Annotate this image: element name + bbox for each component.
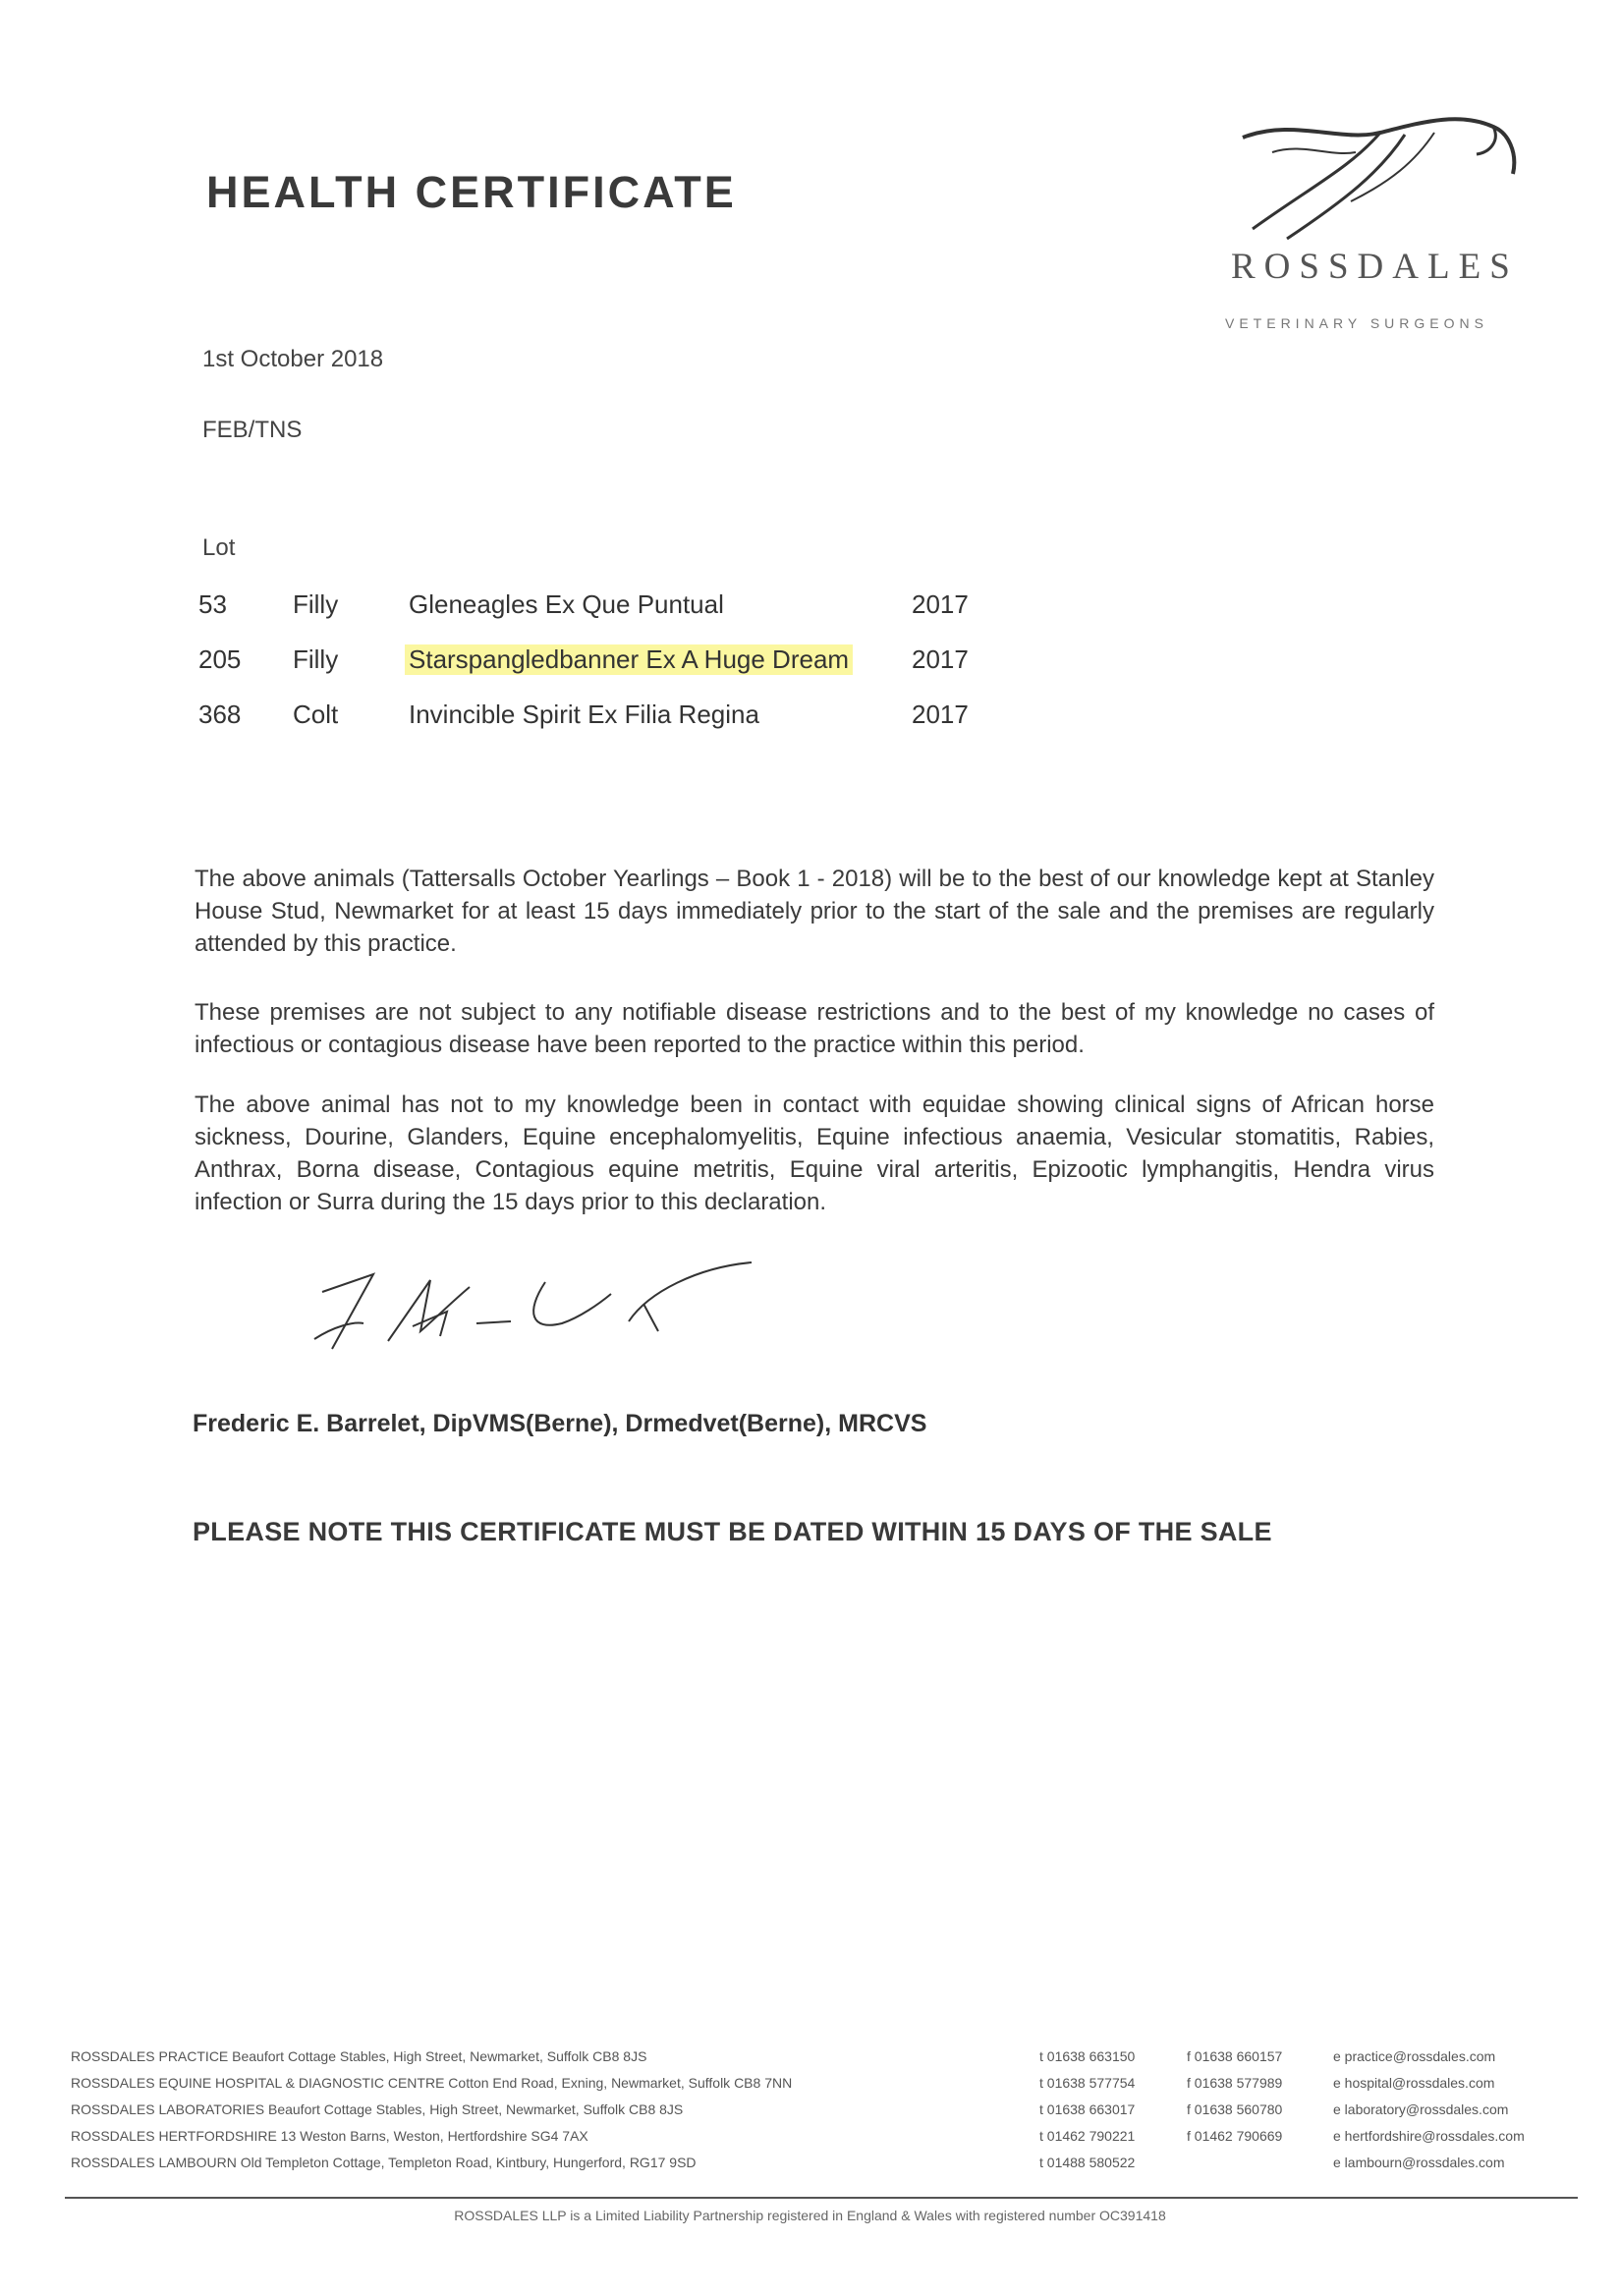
paragraph-disease-contact: The above animal has not to my knowledge been in contact with equidae showing clinical signs of African horse sickness, Dourine, Glanders, Equine encephalomyelitis, Equine infectious anaemia, Vesicular stomatitis, Rabies, Anthrax, Borna disease, Contagious equine metritis, Equine viral arteritis, Epizootic lymphangitis, Hendra virus infection or Surra during the 15 days prior to this declaration.: [195, 1092, 1434, 1215]
paragraph-premises: These premises are not subject to any notifiable disease restrictions and to the best of my knowledge no cases of infectious or contagious disease have been reported to the practice within this period.: [195, 999, 1434, 1058]
lot-row: [0, 589, 1620, 629]
lot-year: 2017: [912, 700, 969, 729]
lot-pedigree-highlighted: Starspangledbanner Ex A Huge Dream: [405, 644, 853, 675]
lot-row: [0, 700, 1620, 739]
footer-row: [0, 2048, 1620, 2072]
footer-telephone: t 01488 580522: [1039, 2155, 1136, 2170]
footer-fax: f 01638 560780: [1187, 2101, 1283, 2117]
galloping-horse-logo-icon: [1233, 113, 1528, 241]
certificate-date: 1st October 2018: [202, 346, 384, 372]
lot-sex: Filly: [293, 589, 339, 619]
lot-year: 2017: [912, 644, 969, 674]
footer-telephone: t 01638 663017: [1039, 2101, 1136, 2117]
footer-address: ROSSDALES LABORATORIES Beaufort Cottage Stables, High Street, Newmarket, Suffolk CB8 8JS: [71, 2101, 684, 2117]
rossdales-logo: [1203, 113, 1542, 339]
reference-code: FEB/TNS: [202, 417, 303, 443]
certificate-title: HEALTH CERTIFICATE: [206, 167, 737, 217]
footer-fax: f 01462 790669: [1187, 2128, 1283, 2144]
lot-number: 205: [198, 644, 242, 674]
footer-telephone: t 01638 577754: [1039, 2075, 1136, 2091]
footer-address: ROSSDALES PRACTICE Beaufort Cottage Stables, High Street, Newmarket, Suffolk CB8 8JS: [71, 2048, 647, 2064]
footer-telephone: t 01638 663150: [1039, 2048, 1136, 2064]
footer-fax: f 01638 660157: [1187, 2048, 1283, 2064]
logo-brand-name: ROSSDALES: [1231, 247, 1519, 287]
certificate-notice: PLEASE NOTE THIS CERTIFICATE MUST BE DATED WITHIN 15 DAYS OF THE SALE: [193, 1517, 1272, 1546]
lot-number: 53: [198, 589, 227, 619]
lot-pedigree: Gleneagles Ex Que Puntual: [409, 589, 724, 619]
footer-row: [0, 2128, 1620, 2152]
footer-email: e hospital@rossdales.com: [1333, 2075, 1495, 2091]
footer-address: ROSSDALES LAMBOURN Old Templeton Cottage, Templeton Road, Kintbury, Hungerford, RG17 9SD: [71, 2155, 697, 2170]
lot-number: 368: [198, 700, 242, 729]
signature-icon: [305, 1253, 776, 1361]
footer-row: [0, 2075, 1620, 2099]
footer-address: ROSSDALES EQUINE HOSPITAL & DIAGNOSTIC CENTRE Cotton End Road, Exning, Newmarket, Suffolk CB8 7NN: [71, 2075, 793, 2091]
footer-email: e lambourn@rossdales.com: [1333, 2155, 1505, 2170]
lot-pedigree: Invincible Spirit Ex Filia Regina: [409, 700, 759, 729]
lot-sex: Colt: [293, 700, 339, 729]
legal-notice: ROSSDALES LLP is a Limited Liability Partnership registered in England & Wales with registered number OC391418: [454, 2208, 1166, 2223]
footer-email: e hertfordshire@rossdales.com: [1333, 2128, 1525, 2144]
footer-address: ROSSDALES HERTFORDSHIRE 13 Weston Barns, Weston, Hertfordshire SG4 7AX: [71, 2128, 588, 2144]
footer-telephone: t 01462 790221: [1039, 2128, 1136, 2144]
footer-fax: f 01638 577989: [1187, 2075, 1283, 2091]
signer-name: Frederic E. Barrelet, DipVMS(Berne), Drmedvet(Berne), MRCVS: [193, 1410, 927, 1437]
lot-sex: Filly: [293, 644, 339, 674]
footer-divider: [65, 2197, 1578, 2199]
lot-header: Lot: [202, 534, 236, 561]
lot-row: [0, 644, 1620, 684]
footer-row: [0, 2101, 1620, 2125]
paragraph-sale-location: The above animals (Tattersalls October Yearlings – Book 1 - 2018) will be to the best of our knowledge kept at Stanley House Stud, Newmarket for at least 15 days immediately prior to the start of the sale and the premises are regularly attended by this practice.: [195, 866, 1434, 957]
lot-year: 2017: [912, 589, 969, 619]
logo-subtitle: VETERINARY SURGEONS: [1225, 315, 1488, 331]
footer-email: e practice@rossdales.com: [1333, 2048, 1496, 2064]
footer-row: [0, 2155, 1620, 2178]
footer-email: e laboratory@rossdales.com: [1333, 2101, 1509, 2117]
